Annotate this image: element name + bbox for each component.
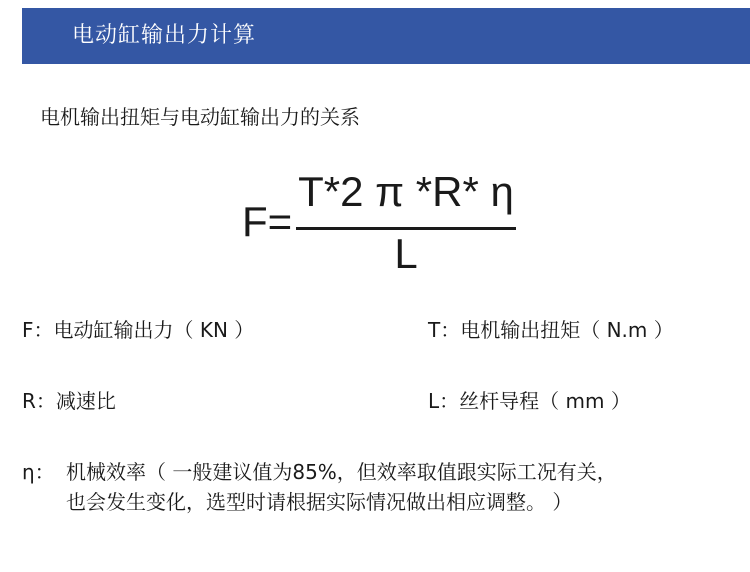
efficiency-symbol: η： <box>22 460 55 484</box>
formula-lhs: F= <box>242 198 293 245</box>
force-formula <box>242 170 522 280</box>
page-title: 电动缸输出力计算 <box>72 23 257 48</box>
efficiency-text-line-2: 也会发生变化，选型时请根据实际情况做出相应调整。 ） <box>66 490 573 514</box>
header-bar <box>22 8 750 64</box>
section-subtitle: 电机输出扭矩与电动缸输出力的关系 <box>40 105 360 129</box>
definition-force: F：电动缸输出力（ KN ） <box>22 318 255 342</box>
formula-denominator: L <box>394 230 418 277</box>
formula-numerator: T*2 π *R* η <box>298 168 514 215</box>
definition-torque: T：电机输出扭矩（ N.m ） <box>428 318 674 342</box>
definition-ratio: R：减速比 <box>22 389 116 413</box>
efficiency-text-line-1: 机械效率（ 一般建议值为85%，但效率取值跟实际工况有关， <box>66 460 617 484</box>
definition-lead: L：丝杆导程（ mm ） <box>428 389 631 413</box>
